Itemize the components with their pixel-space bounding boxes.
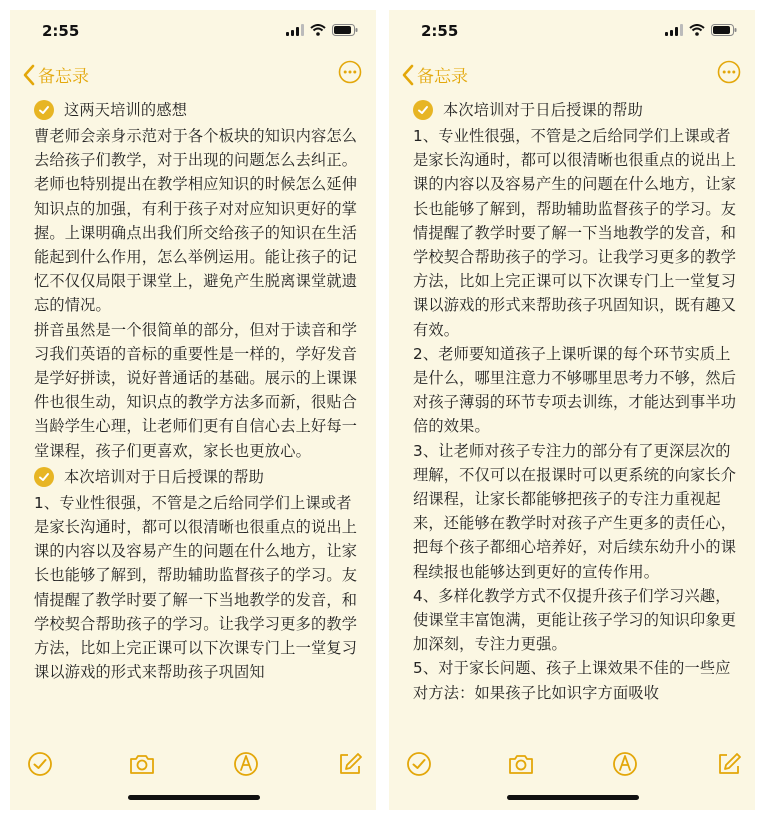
note-paragraph: 1、专业性很强，不管是之后给同学们上课或者是家长沟通时，都可以很清晰也很重点的说出上课的内容以及容易产生的问题在什么地方，让家长也能够了解到，帮助辅助监督孩子的学习。友情提醒了教学时要了解一下当地教学的发音，和学校契合帮助孩子的学习。让我学习更多的教学方法，比如上完正课可以下次课专门上一堂复习课以游戏的形式来帮助孩子巩固知识，既有趣又有效。 bbox=[413, 127, 737, 339]
compose-icon[interactable] bbox=[336, 750, 364, 778]
note-paragraph: 1、专业性很强，不管是之后给同学们上课或者是家长沟通时，都可以很清晰也很重点的说出上课的内容以及容易产生的问题在什么地方，让家长也能够了解到，帮助辅助监督孩子的学习。友情提醒了教学时要了解一下当地教学的发音，和学校契合帮助孩子的学习。让我学习更多的教学方法，比如上完正课可以下次课专门上一堂复习课以游戏的形式来帮助孩子巩固知 bbox=[34, 493, 358, 682]
home-indicator[interactable] bbox=[128, 795, 260, 800]
status-time: 2:55 bbox=[42, 22, 80, 40]
note-paragraph: 2、老师要知道孩子上课听课的每个环节实质上是什么，哪里注意力不够哪里思考力不够，然后对孩子薄弱的环节专项去训练，才能达到事半功倍的效果。 bbox=[413, 344, 737, 436]
markup-pen-icon[interactable] bbox=[232, 750, 260, 778]
note-paragraph: 5、对于家长问题、孩子上课效果不佳的一些应对方法：如果孩子比如识字方面吸收 bbox=[413, 659, 731, 702]
wifi-icon bbox=[310, 24, 326, 36]
battery-icon bbox=[332, 24, 358, 36]
note-body[interactable] bbox=[34, 96, 360, 744]
back-label: 备忘录 bbox=[38, 67, 89, 87]
back-button[interactable] bbox=[401, 62, 468, 87]
compose-icon[interactable] bbox=[715, 750, 743, 778]
checklist-text: 本次培训对于日后授课的帮助 bbox=[64, 467, 265, 486]
signal-icon bbox=[286, 24, 304, 36]
note-paragraph: 曹老师会亲身示范对于各个板块的知识内容怎么去给孩子们教学，对于出现的问题怎么去纠正。老师也特别提出在教学相应知识的时候怎么延伸知识点的加强，有利于孩子对对应知识更好的掌握。上课明确点出我们所交给孩子的知识在生活能起到什么作用，怎么举例运用。能让孩子的记忆不仅仅局限于课堂上，避免产生脱离课堂就遗忘的情况。 bbox=[34, 127, 358, 315]
more-ellipsis-icon[interactable] bbox=[338, 60, 362, 84]
note-paragraph: 4、多样化教学方式不仅提升孩子们学习兴趣，使课堂丰富饱满，更能让孩子学习的知识印象更加深刻，专注力更强。 bbox=[413, 586, 737, 654]
checklist-item[interactable] bbox=[413, 96, 739, 124]
checkmark-icon[interactable] bbox=[413, 100, 433, 120]
home-indicator[interactable] bbox=[507, 795, 639, 800]
note-body[interactable] bbox=[413, 96, 739, 744]
wifi-icon bbox=[689, 24, 705, 36]
checklist-item[interactable] bbox=[34, 96, 360, 124]
nav-bar bbox=[389, 58, 755, 94]
checkmark-icon[interactable] bbox=[34, 467, 54, 487]
status-time: 2:55 bbox=[421, 22, 459, 40]
phone-screen-right bbox=[389, 10, 755, 810]
back-label: 备忘录 bbox=[417, 67, 468, 87]
nav-bar bbox=[10, 58, 376, 94]
camera-icon[interactable] bbox=[507, 750, 535, 778]
checklist-item[interactable] bbox=[34, 463, 360, 491]
status-bar bbox=[10, 10, 376, 50]
bottom-toolbar bbox=[10, 744, 376, 810]
markup-pen-icon[interactable] bbox=[611, 750, 639, 778]
bottom-toolbar bbox=[389, 744, 755, 810]
note-paragraph: 拼音虽然是一个很简单的部分，但对于读音和学习我们英语的音标的重要性是一样的，学好发音是学好拼读，说好普通话的基础。展示的上课课件也很生动，知识点的教学方法多而新，很贴合当龄学生心理，让老师们更有自信心去上好每一堂课程，孩子们更喜欢，家长也更放心。 bbox=[34, 320, 358, 460]
note-paragraph: 3、让老师对孩子专注力的部分有了更深层次的理解，不仅可以在报课时可以更系统的向家长介绍课程，让家长都能够把孩子的专注力重视起来，还能够在教学时对孩子产生更多的责任心，把每个孩子都细心培养好，对后续东幼升小的课程续报也能够达到更好的宣传作用。 bbox=[413, 441, 737, 581]
signal-icon bbox=[665, 24, 683, 36]
battery-icon bbox=[711, 24, 737, 36]
checklist-icon[interactable] bbox=[26, 750, 54, 778]
camera-icon[interactable] bbox=[128, 750, 156, 778]
checklist-text: 本次培训对于日后授课的帮助 bbox=[443, 100, 644, 119]
back-chevron-icon bbox=[401, 64, 415, 86]
checklist-icon[interactable] bbox=[405, 750, 433, 778]
phone-screen-left bbox=[10, 10, 376, 810]
checkmark-icon[interactable] bbox=[34, 100, 54, 120]
checklist-text: 这两天培训的感想 bbox=[64, 100, 188, 119]
back-button[interactable] bbox=[22, 62, 89, 87]
more-ellipsis-icon[interactable] bbox=[717, 60, 741, 84]
status-bar bbox=[389, 10, 755, 50]
back-chevron-icon bbox=[22, 64, 36, 86]
